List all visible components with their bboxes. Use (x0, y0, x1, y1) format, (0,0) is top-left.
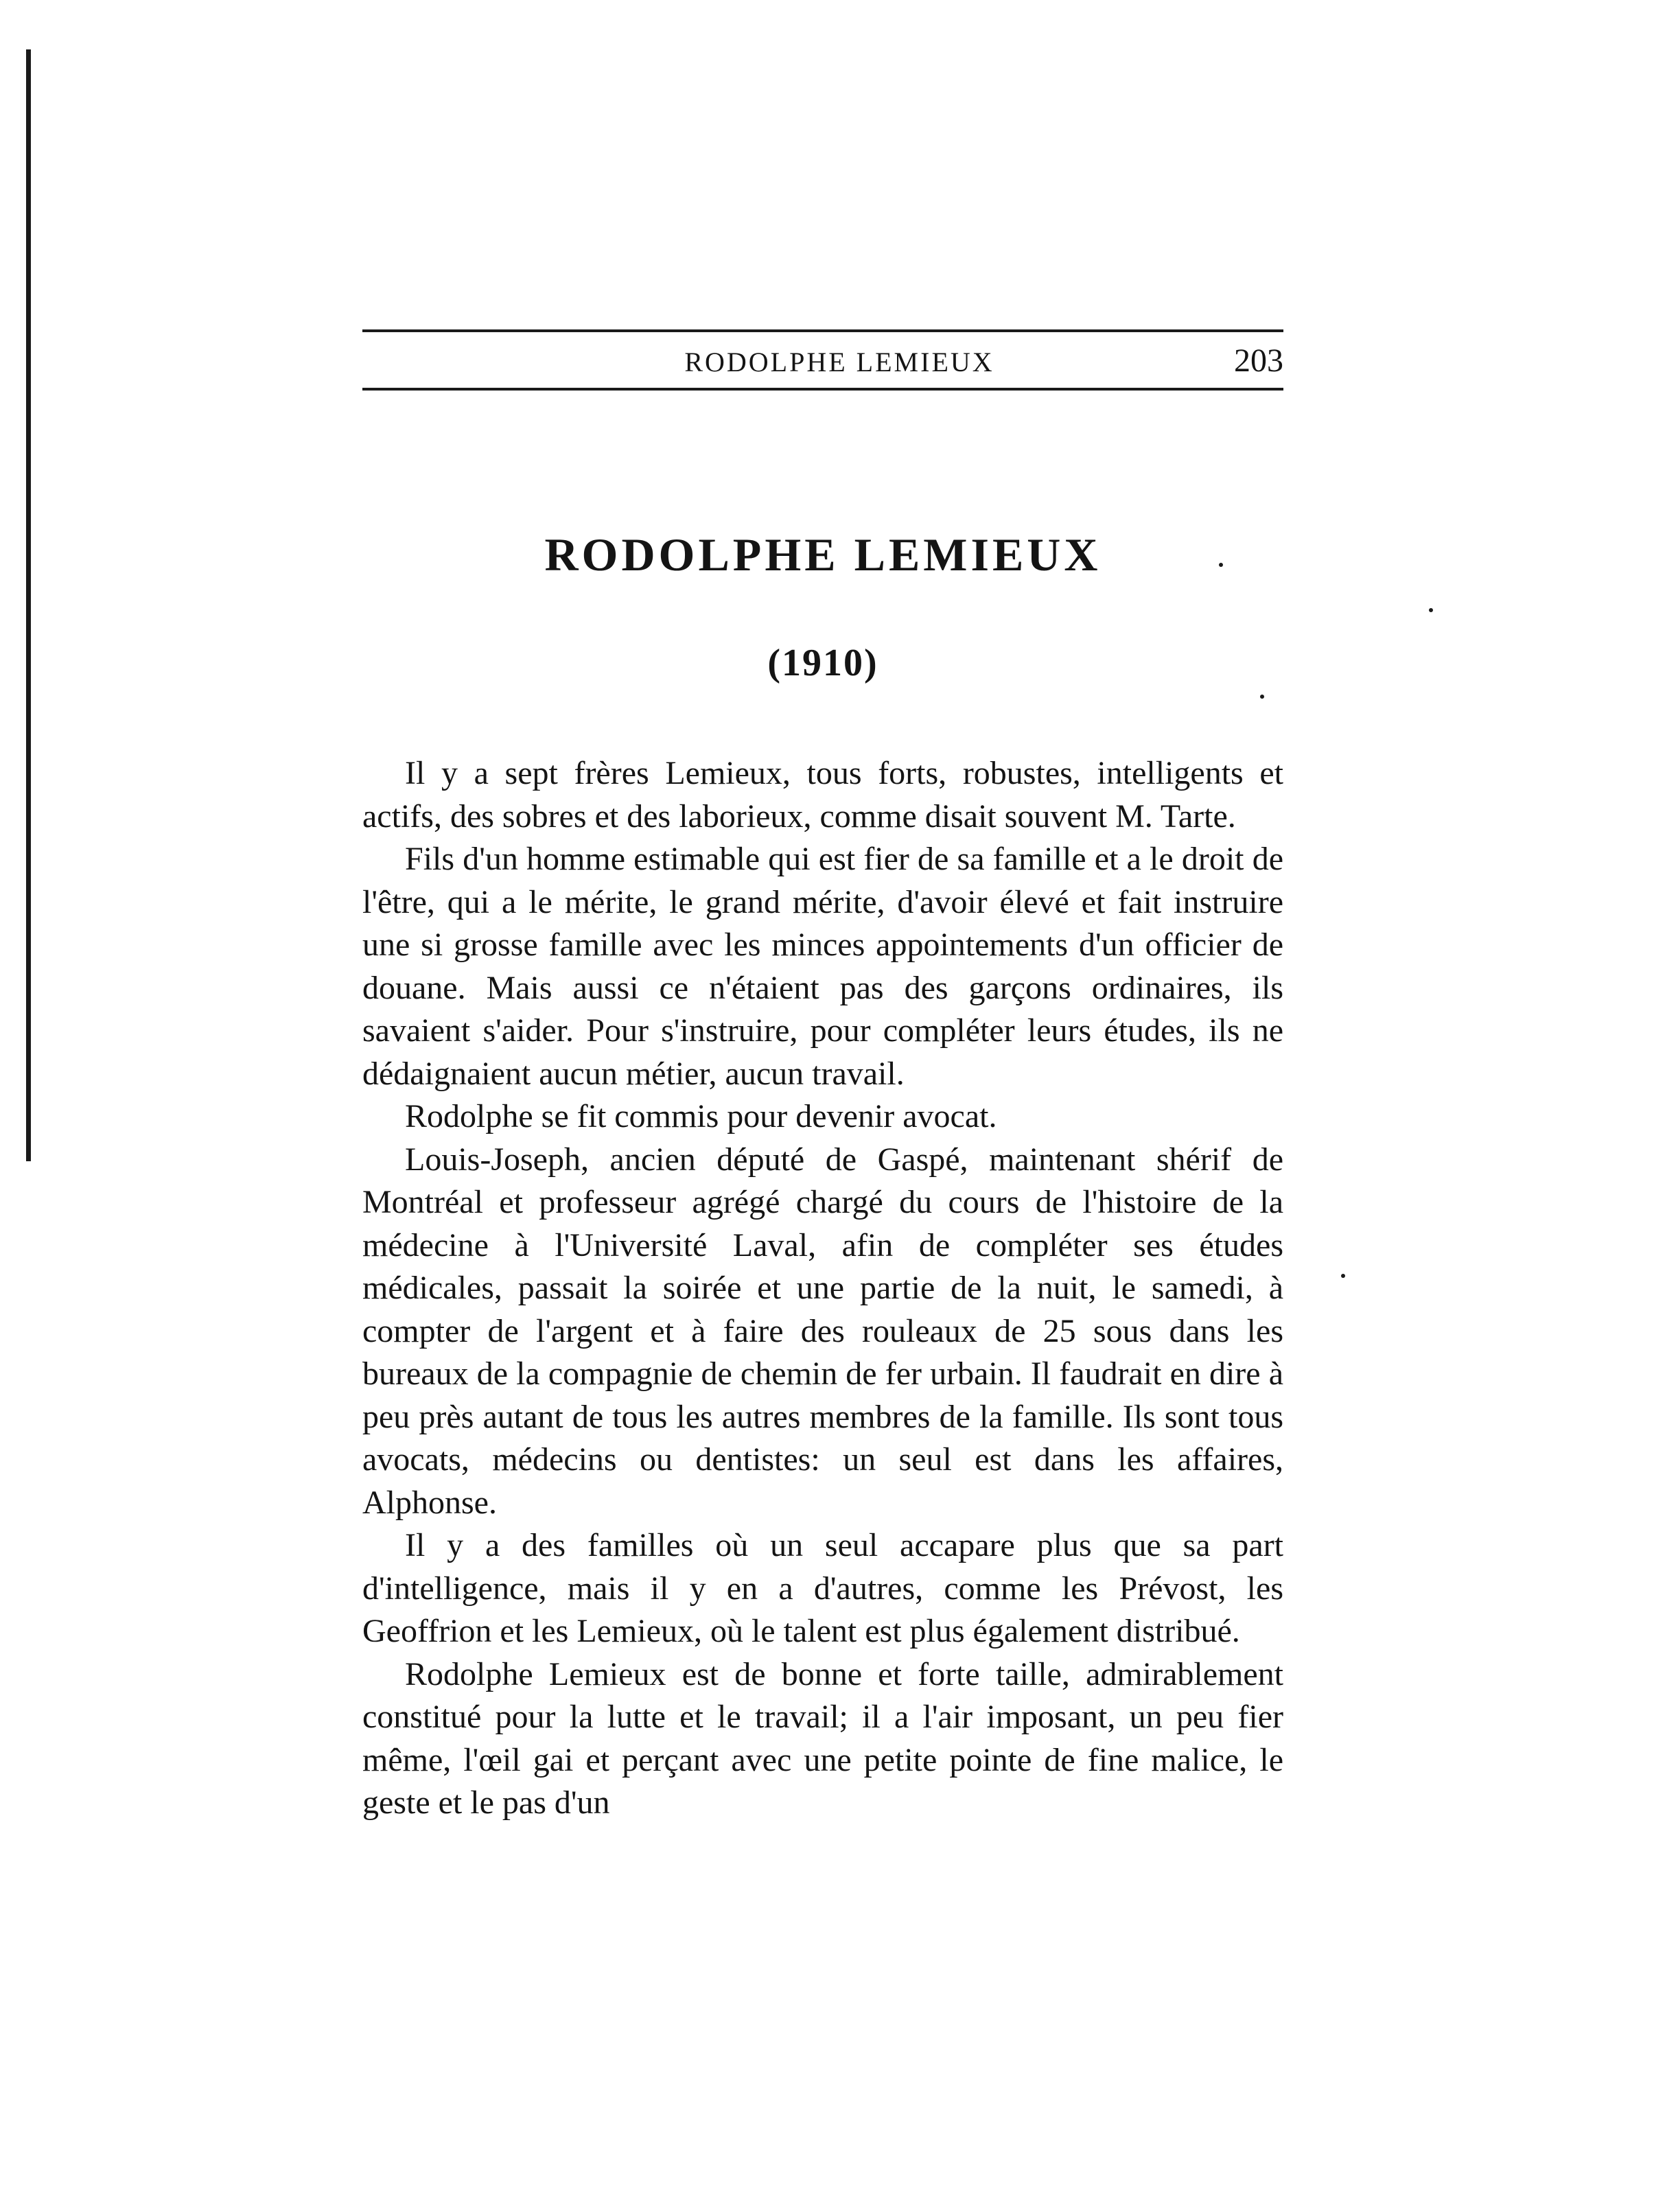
scan-speck (1341, 1274, 1345, 1278)
paragraph: Rodolphe se fit commis pour devenir avocat. (405, 1098, 997, 1134)
paragraph: Il y a des familles où un seul accapare plus que sa part d'intelligence, mais il y en a d'autres, comme les Prévost, les Geoffrion et les Lemieux, où le talent est plus également distribué. (362, 1527, 1283, 1649)
chapter-title: RODOLPHE LEMIEUX (544, 528, 1102, 581)
scan-edge-mark (26, 49, 31, 1161)
body-text (362, 752, 1283, 1825)
scan-speck (1429, 608, 1433, 612)
paragraph: Louis-Joseph, ancien député de Gaspé, maintenant shérif de Montréal et professeur agrégé chargé du cours de l'histoire de la médecine à l'Université Laval, afin de compléter ses études médicales, passait la soirée et une partie de la nuit, le samedi, à compter de l'argent et à faire des rouleaux de 25 sous dans les bureaux de la compagnie de chemin de fer urbain. Il faudrait en dire à peu près autant de tous les autres membres de la famille. Ils sont tous avocats, médecins ou dentistes: un seul est dans les affaires, Alphonse. (362, 1141, 1283, 1521)
paragraph: Il y a sept frères Lemieux, tous forts, robustes, intelligents et actifs, des sobres et des laborieux, comme disait souvent M. Tarte. (362, 755, 1283, 835)
running-title: RODOLPHE LEMIEUX (684, 347, 994, 377)
paragraph: Fils d'un homme estimable qui est fier de sa famille et a le droit de l'être, qui a le mérite, le grand mérite, d'avoir élevé et fait instruire une si grosse famille avec les minces appointements d'un officier de douane. Mais aussi ce n'étaient pas des garçons ordinaires, ils savaient s'aider. Pour s'instruire, pour compléter leurs études, ils ne dédaignaient aucun métier, aucun travail. (362, 841, 1283, 1092)
running-head (362, 332, 1283, 388)
book-page (362, 329, 1283, 1825)
page-number: 203 (1234, 342, 1283, 379)
chapter-year: (1910) (767, 642, 878, 684)
header-rule-bottom (362, 388, 1283, 391)
paragraph: Rodolphe Lemieux est de bonne et forte taille, admirablement constitué pour la lutte et le travail; il a l'air imposant, un peu fier même, l'œil gai et perçant avec une petite pointe de fine malice, le geste et le pas d'un (362, 1655, 1283, 1821)
